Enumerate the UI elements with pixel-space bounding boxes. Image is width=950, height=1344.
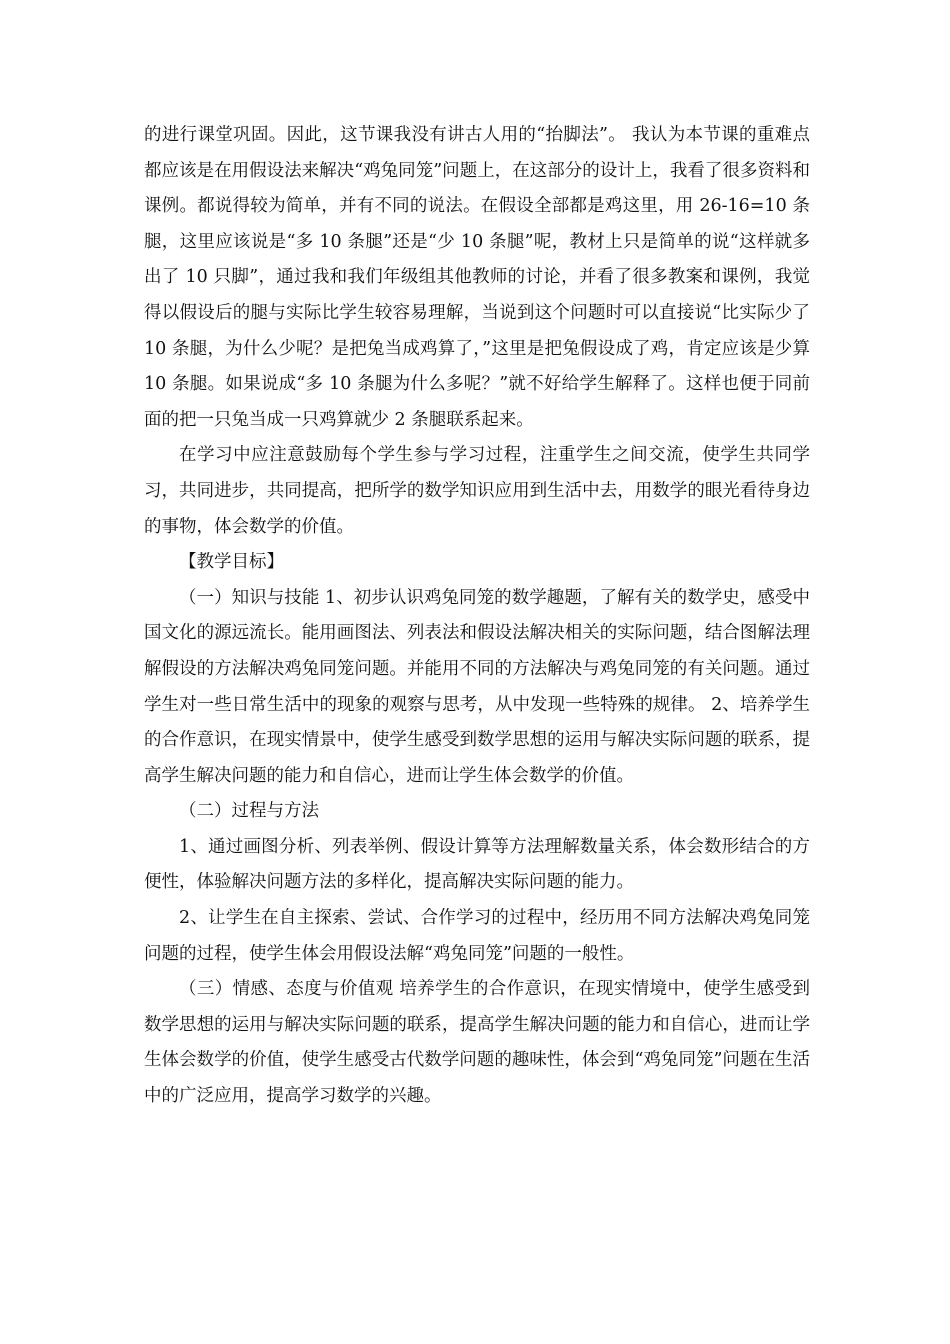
document-body	[144, 118, 810, 1115]
paragraph-process-item-2: 2、让学生在自主探索、尝试、合作学习的过程中，经历用不同方法解决鸡兔同笼问题的过程，使学生体会用假设法解“鸡兔同笼”问题的一般性。	[144, 908, 810, 964]
section-heading-teaching-goals: 【教学目标】	[179, 552, 284, 573]
subheading-process-and-method: （二）过程与方法	[179, 801, 319, 822]
paragraph-knowledge-and-skills: （一）知识与技能 1、初步认识鸡兔同笼的数学趣题，了解有关的数学史，感受中国文化的源远流长。能用画图法、列表法和假设法解决相关的实际问题，结合图解法理解假设的方法解决鸡兔同笼问题。并能用不同的方法解决与鸡兔同笼的有关问题。通过学生对一些日常生活中的现象的观察与思考，从中发现一些特殊的规律。 2、培养学生的合作意识，在现实情景中，使学生感受到数学思想的运用与解决实际问题的联系，提高学生解决问题的能力和自信心，进而让学生体会数学的价值。	[144, 587, 810, 786]
paragraph-reflection-continued: 的进行课堂巩固。因此，这节课我没有讲古人用的“抬脚法”。 我认为本节课的重难点都应该是在用假设法来解决“鸡兔同笼”问题上，在这部分的设计上，我看了很多资料和课例。都说得较为简单，并有不同的说法。在假设全部都是鸡这里，用 26-16=10 条腿，这里应该说是“多 10 条腿”还是“少 10 条腿”呢，教材上只是简单的说“这样就多出了 10 只脚”，通过我和我们年级组其他教师的讨论，并看了很多教案和课例，我觉得以假设后的腿与实际比学生较容易理解，当说到这个问题时可以直接说“比实际少了 10 条腿，为什么少呢？是把兔当成鸡算了，”这里是把兔假设成了鸡，肯定应该是少算 10 条腿。如果说成“多 10 条腿为什么多呢？”就不好给学生解释了。这样也便于同前面的把一只兔当成一只鸡算就少 2 条腿联系起来。	[144, 125, 810, 430]
paragraph-process-item-1: 1、通过画图分析、列表举例、假设计算等方法理解数量关系，体会数形结合的方便性，体验解决问题方法的多样化，提高解决实际问题的能力。	[144, 836, 810, 893]
paragraph-emotion-attitude-values: （三）情感、态度与价值观 培养学生的合作意识，在现实情境中，使学生感受到数学思想的运用与解决实际问题的联系，提高学生解决问题的能力和自信心，进而让学生体会数学的价值，使学生感受古代数学问题的趣味性，体会到“鸡兔同笼”问题在生活中的广泛应用，提高学习数学的兴趣。	[144, 979, 810, 1107]
paragraph-learning-encouragement: 在学习中应注意鼓励每个学生参与学习过程，注重学生之间交流，使学生共同学习，共同进步，共同提高，把所学的数学知识应用到生活中去，用数学的眼光看待身边的事物，体会数学的价值。	[144, 445, 810, 537]
